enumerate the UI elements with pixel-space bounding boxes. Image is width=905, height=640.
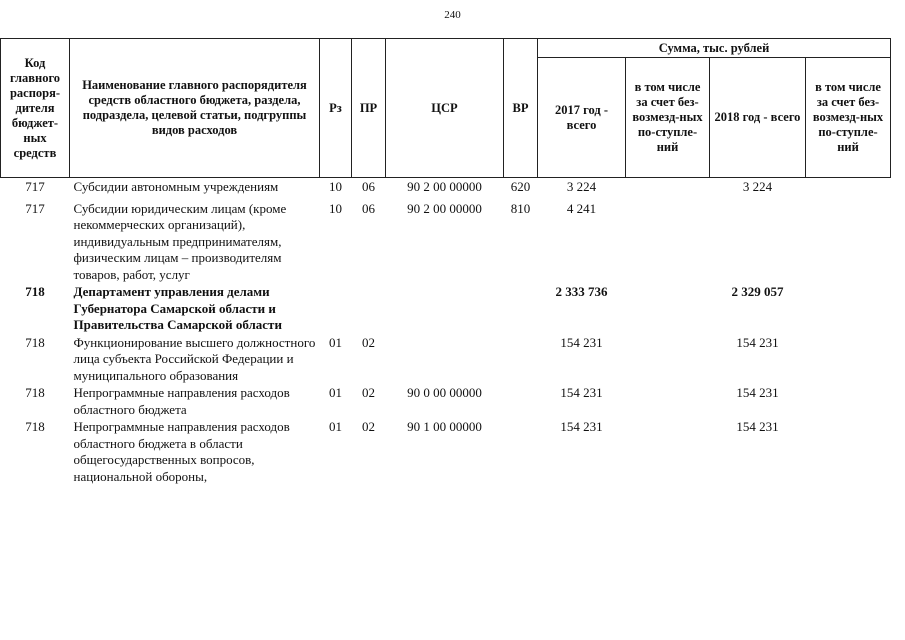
header-code: Код главного распоря-дителя бюджет-ных средств (1, 39, 70, 178)
cell-2018: 3 224 (742, 179, 773, 194)
cell-pr: 02 (362, 334, 375, 350)
cell-csr (386, 283, 504, 334)
cell-code: 718 (25, 419, 45, 434)
table-body (1, 178, 891, 486)
header-name: Наименование главного распорядителя средств областного бюджета, раздела, подраздела, целевой статьи, подгруппы видов расходов (70, 39, 320, 178)
cell-code: 717 (25, 179, 45, 194)
cell-rz: 10 (329, 200, 342, 216)
cell-code: 718 (25, 385, 45, 400)
cell-2017: 154 231 (560, 419, 603, 434)
table-header (1, 39, 891, 178)
page-number: 240 (444, 9, 461, 21)
cell-2018-free (806, 418, 891, 485)
budget-table (0, 38, 891, 485)
header-2018-free: в том числе за счет без-возмезд-ных по-ступле-ний (806, 58, 891, 178)
cell-2018: 154 231 (736, 385, 779, 400)
cell-rz: 01 (329, 334, 342, 350)
cell-2017-free (626, 178, 710, 196)
cell-2018 (710, 200, 806, 284)
cell-2017-free (626, 418, 710, 485)
table-row (1, 200, 891, 284)
cell-csr: 90 0 00 00000 (407, 385, 482, 400)
cell-code: 717 (25, 200, 45, 216)
table-row (1, 384, 891, 418)
cell-2017-free (626, 384, 710, 418)
cell-2018-free (806, 334, 891, 385)
header-2018-total: 2018 год - всего (710, 58, 806, 178)
cell-2017-free (626, 283, 710, 334)
cell-name: Непрограммные направления расходов областного бюджета в области общегосударственных вопросов, национальной обороны, (73, 419, 290, 484)
cell-2017: 4 241 (566, 200, 597, 216)
cell-2018: 154 231 (736, 419, 779, 434)
cell-vr (504, 334, 538, 385)
cell-pr (352, 283, 386, 334)
table-row (1, 283, 891, 334)
cell-pr: 06 (362, 179, 375, 194)
cell-2017: 154 231 (560, 334, 603, 350)
cell-csr (386, 334, 504, 385)
cell-pr: 02 (362, 385, 375, 400)
cell-2018-free (806, 384, 891, 418)
cell-rz: 01 (329, 419, 342, 434)
cell-2017: 154 231 (560, 385, 603, 400)
cell-name: Субсидии юридическим лицам (кроме некоммерческих организаций), индивидуальным предпринимателям, физическим лицам – производителям товаров, работ, услуг (73, 200, 287, 282)
cell-2017: 3 224 (566, 179, 597, 194)
cell-2018: 154 231 (736, 334, 779, 350)
cell-2018-free (806, 283, 891, 334)
cell-vr (504, 283, 538, 334)
table-row (1, 418, 891, 485)
header-csr: ЦСР (386, 39, 504, 178)
cell-name: Субсидии автономным учреждениям (73, 179, 279, 194)
cell-code: 718 (25, 284, 45, 299)
cell-vr (504, 418, 538, 485)
cell-rz: 01 (329, 385, 342, 400)
header-pr: ПР (352, 39, 386, 178)
cell-pr: 02 (362, 419, 375, 434)
cell-csr: 90 2 00 00000 (407, 179, 482, 194)
cell-2018-free (806, 178, 891, 196)
header-sum-group: Сумма, тыс. рублей (538, 39, 891, 58)
header-vr: ВР (504, 39, 538, 178)
cell-rz: 10 (329, 179, 342, 194)
cell-csr: 90 1 00 00000 (407, 419, 482, 434)
cell-vr (504, 384, 538, 418)
cell-2017-free (626, 334, 710, 385)
cell-vr: 810 (510, 200, 531, 216)
header-2017-free: в том числе за счет без-возмезд-ных по-ступле-ний (626, 58, 710, 178)
cell-name: Функционирование высшего должностного лица субъекта Российской Федерации и муниципального образования (73, 334, 316, 383)
cell-code: 718 (25, 334, 45, 350)
cell-csr: 90 2 00 00000 (407, 200, 482, 216)
cell-2018-free (806, 200, 891, 284)
table-row (1, 178, 891, 196)
cell-rz (320, 283, 352, 334)
cell-2017-free (626, 200, 710, 284)
cell-pr: 06 (362, 200, 375, 216)
header-2017-total: 2017 год - всего (538, 58, 626, 178)
cell-2018: 2 329 057 (731, 284, 784, 299)
table-row (1, 334, 891, 385)
cell-vr: 620 (510, 179, 531, 194)
cell-name: Департамент управления делами Губернатора Самарской области и Правительства Самарской области (73, 284, 282, 332)
cell-name: Непрограммные направления расходов областного бюджета (73, 385, 290, 417)
cell-2017: 2 333 736 (555, 284, 608, 299)
header-rz: Рз (320, 39, 352, 178)
